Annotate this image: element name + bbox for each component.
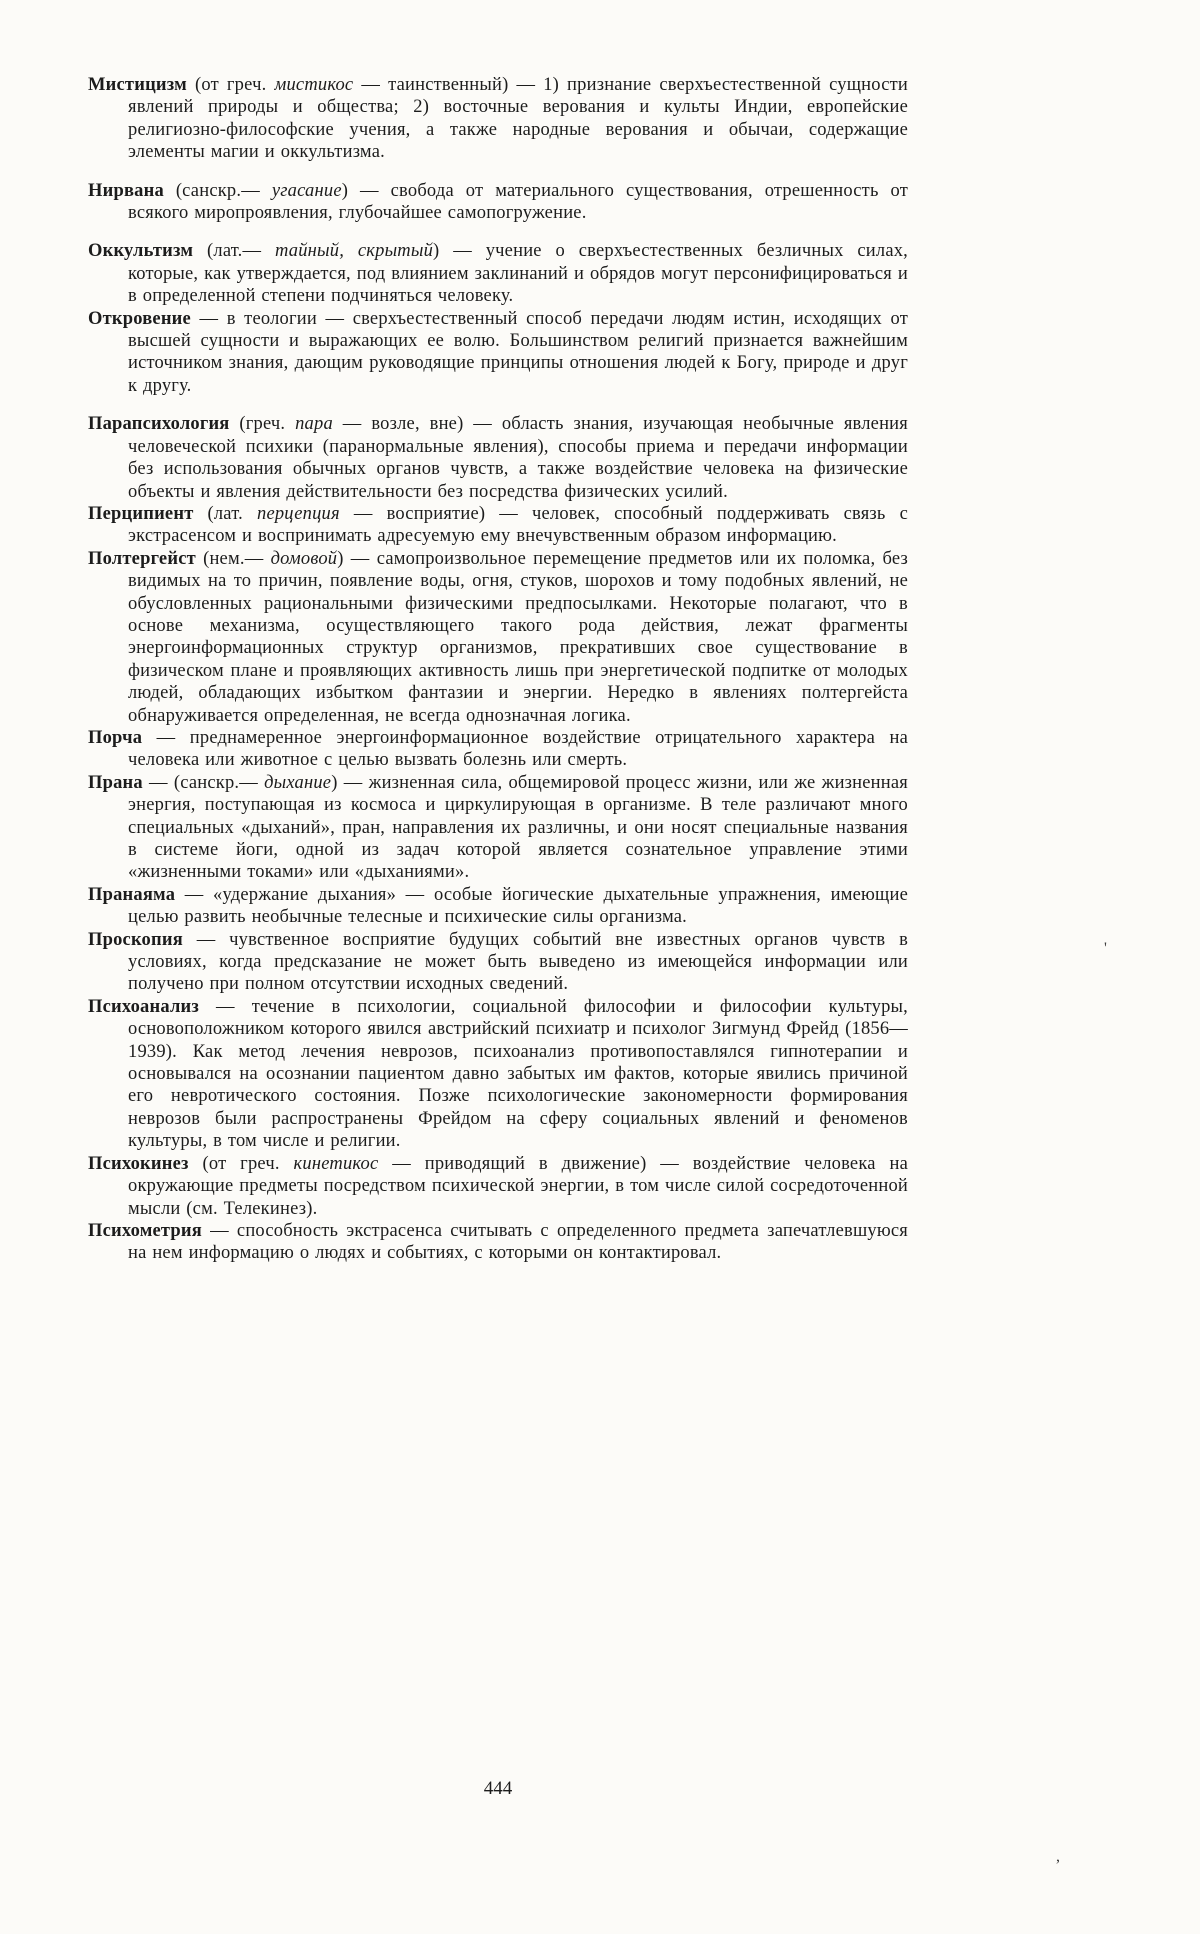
entry-text: ) — свобода от материального существования, отрешенность от всякого миропроявления, глубочайшее самопогружение. (128, 180, 909, 224)
entry-text: — чувственное восприятие будущих событий вне известных органов чувств в условиях, когда предсказание не может быть выведено из имеющейся информации или получено при полном отсутствии исходных сведений. (128, 929, 908, 995)
dictionary-entry (88, 1220, 908, 1265)
entry-text: — преднамеренное энергоинформационное воздействие отрицательного характера на человека или животное с целью вызвать болезнь или смерть. (128, 727, 908, 771)
entry-text: — возле, вне) — область знания, изучающая необычные явления человеческой психики (паранормальные явления), способы приема и передачи информации без использования обычных органов чувств, а также воздействие человека на физические объекты и явления действительности без посредства физических усилий. (128, 414, 908, 502)
entry-text: (от греч. (188, 1153, 294, 1174)
entry-etymology: перцепция (257, 503, 340, 524)
dictionary-entry (88, 548, 908, 727)
dictionary-entry (88, 503, 908, 548)
entry-term: Порча (88, 727, 143, 748)
entry-text: ) — самопроизвольное перемещение предметов или их поломка, без видимых на то причин, появление воды, огня, стуков, шорохов и тому подобных явлений, не обусловленных рациональными физическими предпосылками. Некоторые полагают, что в основе механизма, осуществляющего такого рода действия, лежат фрагменты энергоинформационных структур организмов, прекративших свое существование в физическом плане и проявляющих активность лишь при энергетической подпитке от молодых людей, обладающих избытком фантазии и энергии. Нередко в явлениях полтергейста обнаруживается определенная, не всегда однозначная логика. (128, 548, 908, 726)
entry-text: (лат.— (193, 241, 275, 262)
entry-etymology: мистикос (274, 75, 354, 95)
entry-text: (санскр.— (163, 180, 272, 201)
entry-text: (нем.— (195, 548, 271, 569)
entry-term: Проскопия (88, 929, 183, 950)
entry-etymology: пара (295, 414, 333, 435)
scan-artifact: , (1056, 1848, 1060, 1865)
scan-artifact: ' (1104, 940, 1107, 957)
entry-text: — таинственный) — 1) признание сверхъестественной сущности явлений природы и общества; 2) восточные верования и культы Индии, европейские религиозно-философские учения, а также народные верования и обычаи, содержащие элементы магии и оккультизма. (128, 75, 908, 163)
entry-text: ) — жизненная сила, общемировой процесс жизни, или же жизненная энергия, поступающая из космоса и циркулирующая в организме. В теле различают много специальных «дыханий», пран, направления их различны, и они носят специальные названия в системе йоги, одной из задач которой является сознательное управление этими «жизненными токами» или «дыханиями». (128, 772, 909, 883)
dictionary-entry (88, 180, 908, 225)
entry-term: Откровение (88, 308, 191, 329)
entry-text: — (санскр.— (142, 772, 265, 793)
entry-term: Психометрия (88, 1220, 202, 1241)
entry-etymology: дыхание (264, 772, 332, 793)
dictionary-entry (88, 727, 908, 772)
entry-term: Парапсихология (88, 414, 230, 435)
dictionary-entry (88, 413, 908, 503)
entry-term: Полтергейст (88, 548, 196, 569)
entry-text: ) — учение о сверхъестественных безличных силах, которые, как утверждается, под влиянием заклинаний и обрядов могут персонифицироваться и в определенной степени подчиняться человеку. (128, 241, 909, 307)
dictionary-entry (88, 884, 908, 929)
dictionary-entry (88, 996, 908, 1153)
entry-etymology: домовой (270, 548, 338, 569)
entry-etymology: кинетикос (293, 1153, 379, 1174)
dictionary-entry (88, 1153, 908, 1220)
entry-text: (греч. (229, 414, 296, 435)
entry-text: (от греч. (186, 75, 275, 95)
dictionary-entry (88, 929, 908, 996)
entry-text: — приводящий в движение) — воздействие человека на окружающие предметы посредством психической энергии, в том числе силой сосредоточенной мысли (см. Телекинез). (128, 1153, 908, 1219)
entry-term: Психоанализ (88, 996, 200, 1017)
entry-text: — восприятие) — человек, способный поддерживать связь с экстрасенсом и воспринимать адресуемую ему внечувственным образом информацию. (128, 503, 908, 547)
entry-term: Пранаяма (88, 884, 176, 905)
entry-term: Нирвана (88, 180, 164, 201)
dictionary-entry (88, 240, 908, 307)
entry-text: — способность экстрасенса считывать с определенного предмета запечатлевшуюся на нем информацию о людях и событиях, с которыми он контактировал. (128, 1220, 908, 1264)
entry-term: Оккультизм (88, 241, 194, 262)
entry-term: Перципиент (88, 503, 194, 524)
entry-term: Прана (88, 772, 143, 793)
entry-text: — течение в психологии, социальной философии и философии культуры, основоположником которого явился австрийский психиатр и психолог Зигмунд Фрейд (1856—1939). Как метод лечения неврозов, психоанализ противопоставлялся гипнотерапии и основывался на осознании пациентом давно забытых им фактов, которые явились причиной его невротического состояния. Позже психологические закономерности формирования неврозов были распространены Фрейдом на сферу социальных явлений и феноменов культуры, в том числе и религии. (128, 996, 908, 1152)
entry-term: Мистицизм (88, 75, 187, 95)
entry-text: — в теологии — сверхъестественный способ передачи людям истин, исходящих от высшей сущности и выражающих ее волю. Большинством религий признается важнейшим источником знания, дающим руководящие принципы отношения людей к Богу, природе и друг к другу. (128, 308, 908, 396)
entry-text: (лат. (193, 503, 257, 524)
dictionary-entry (88, 74, 908, 164)
entry-term: Психокинез (88, 1153, 189, 1174)
page-text-block (88, 74, 908, 1265)
dictionary-entry (88, 308, 908, 398)
entry-etymology: угасание (271, 180, 342, 201)
entry-etymology: тайный, скрытый (274, 241, 434, 262)
page-number: 444 (483, 1778, 513, 1799)
dictionary-entry (88, 772, 908, 884)
entry-text: — «удержание дыхания» — особые йогические дыхательные упражнения, имеющие целью развить необычные телесные и психические силы организма. (128, 884, 908, 928)
